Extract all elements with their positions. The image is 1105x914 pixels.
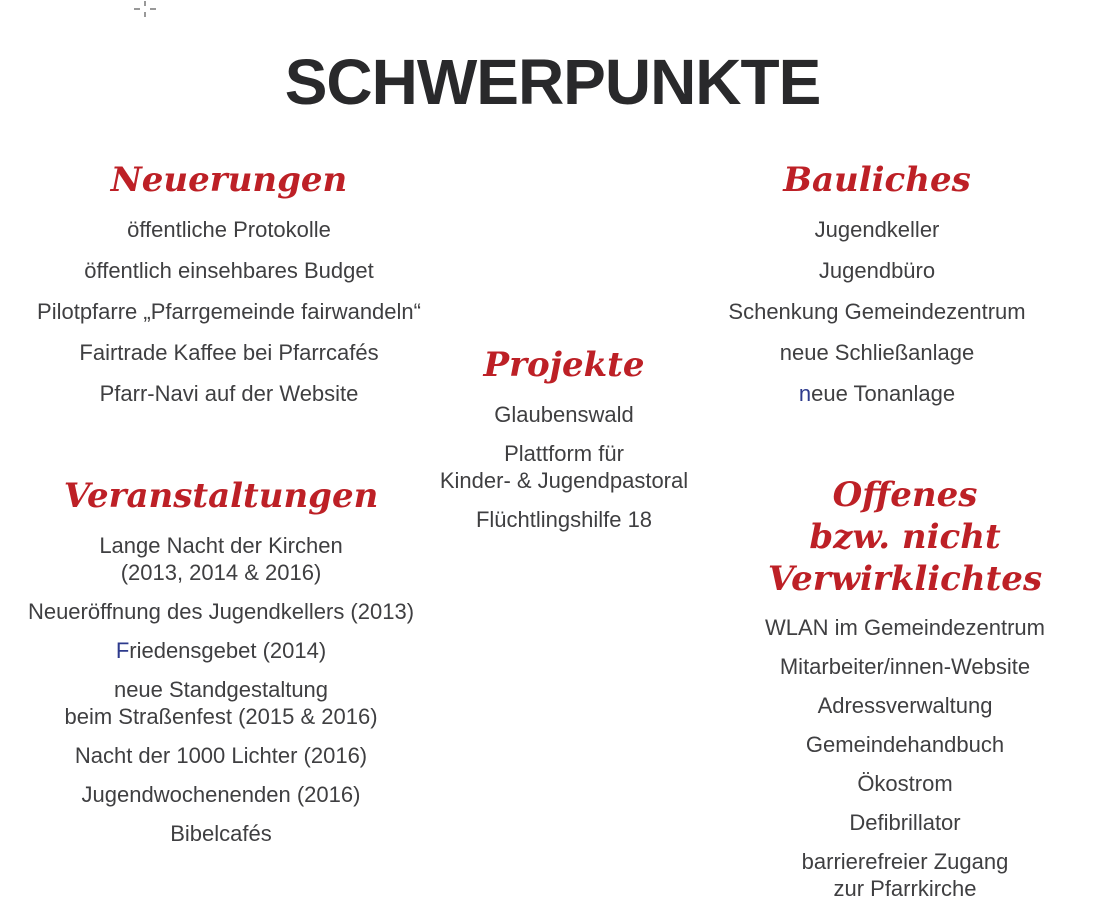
section-bauliches bbox=[655, 158, 1099, 421]
item-line: Glaubenswald bbox=[494, 402, 634, 427]
section-heading-projekte: Projekte bbox=[483, 345, 645, 385]
crosshair-right-dash bbox=[150, 8, 156, 10]
list-item bbox=[683, 770, 1105, 797]
list-item bbox=[683, 809, 1105, 836]
neuerungen-list bbox=[7, 216, 451, 407]
list-item bbox=[6, 532, 436, 586]
section-heading-veranstaltungen: Veranstaltungen bbox=[63, 476, 379, 516]
item-line: Bibelcafés bbox=[170, 821, 272, 846]
item-text: riedensgebet (2014) bbox=[129, 638, 327, 663]
item-line: Jugendwochenenden (2016) bbox=[81, 782, 361, 807]
item-line: Kinder- & Jugendpastoral bbox=[439, 468, 689, 493]
item-line: Ökostrom bbox=[857, 771, 953, 796]
section-veranstaltungen bbox=[6, 474, 436, 859]
item-line: Neueröffnung des Jugendkellers (2013) bbox=[27, 599, 415, 624]
list-item bbox=[414, 506, 714, 533]
list-item bbox=[655, 257, 1099, 284]
item-line: neue Schließanlage bbox=[779, 340, 975, 365]
list-item bbox=[683, 653, 1105, 680]
list-item bbox=[655, 298, 1099, 325]
item-line: Schenkung Gemeindezentrum bbox=[728, 299, 1026, 324]
section-heading-offenes bbox=[683, 474, 1105, 600]
list-item bbox=[655, 216, 1099, 243]
list-item bbox=[655, 380, 1099, 407]
item-line bbox=[6, 637, 436, 664]
accent-letter: n bbox=[798, 381, 812, 406]
item-line: (2013, 2014 & 2016) bbox=[120, 560, 322, 585]
item-line: neue Standgestaltung bbox=[113, 677, 329, 702]
list-item bbox=[683, 692, 1105, 719]
item-line: öffentlich einsehbares Budget bbox=[84, 258, 374, 283]
item-text: eue Tonanlage bbox=[811, 381, 956, 406]
list-item bbox=[683, 614, 1105, 641]
list-item bbox=[6, 598, 436, 625]
item-line: Jugendbüro bbox=[818, 258, 936, 283]
item-line: Mitarbeiter/innen-Website bbox=[779, 654, 1031, 679]
bauliches-list bbox=[655, 216, 1099, 407]
item-line: Pilotpfarre „Pfarrgemeinde fairwandeln“ bbox=[37, 299, 421, 324]
list-item bbox=[7, 339, 451, 366]
item-line: Flüchtlingshilfe 18 bbox=[475, 507, 653, 532]
section-heading-neuerungen: Neuerungen bbox=[110, 160, 348, 200]
heading-line: bzw. nicht Verwirklichtes bbox=[767, 517, 1043, 599]
heading-line: Offenes bbox=[832, 475, 978, 515]
item-line: Adressverwaltung bbox=[817, 693, 993, 718]
list-item bbox=[6, 676, 436, 730]
item-line: zur Pfarrkirche bbox=[833, 876, 977, 901]
item-line: Pfarr-Navi auf der Website bbox=[99, 381, 359, 406]
crosshair-top-dash bbox=[144, 1, 146, 6]
item-line: Fairtrade Kaffee bei Pfarrcafés bbox=[79, 340, 379, 365]
list-item bbox=[683, 848, 1105, 902]
list-item bbox=[7, 257, 451, 284]
list-item bbox=[6, 820, 436, 847]
page-title: SCHWERPUNKTE bbox=[284, 45, 821, 118]
item-line: beim Straßenfest (2015 & 2016) bbox=[64, 704, 378, 729]
crosshair-cursor bbox=[134, 0, 157, 18]
item-line: Lange Nacht der Kirchen bbox=[99, 533, 343, 558]
list-item bbox=[7, 298, 451, 325]
list-item bbox=[683, 731, 1105, 758]
item-line: Plattform für bbox=[504, 441, 624, 466]
offenes-list bbox=[683, 614, 1105, 902]
item-line: Jugendkeller bbox=[814, 217, 940, 242]
item-line: öffentliche Protokolle bbox=[127, 217, 331, 242]
item-line: Defibrillator bbox=[849, 810, 961, 835]
list-item bbox=[7, 380, 451, 407]
item-line: Nacht der 1000 Lichter (2016) bbox=[74, 743, 368, 768]
item-line: Gemeindehandbuch bbox=[805, 732, 1005, 757]
list-item bbox=[6, 742, 436, 769]
item-line: barrierefreier Zugang bbox=[801, 849, 1009, 874]
accent-letter: F bbox=[115, 638, 130, 663]
list-item bbox=[414, 440, 714, 494]
list-item bbox=[655, 339, 1099, 366]
item-line: WLAN im Gemeindezentrum bbox=[765, 615, 1045, 640]
section-offenes bbox=[683, 474, 1105, 914]
section-heading-bauliches: Bauliches bbox=[783, 160, 971, 200]
list-item bbox=[6, 781, 436, 808]
list-item bbox=[7, 216, 451, 243]
section-neuerungen bbox=[7, 158, 451, 421]
list-item bbox=[6, 637, 436, 664]
veranstaltungen-list bbox=[6, 532, 436, 847]
crosshair-bottom-dash bbox=[144, 12, 146, 17]
item-line bbox=[655, 380, 1099, 407]
crosshair-left-dash bbox=[134, 8, 140, 10]
